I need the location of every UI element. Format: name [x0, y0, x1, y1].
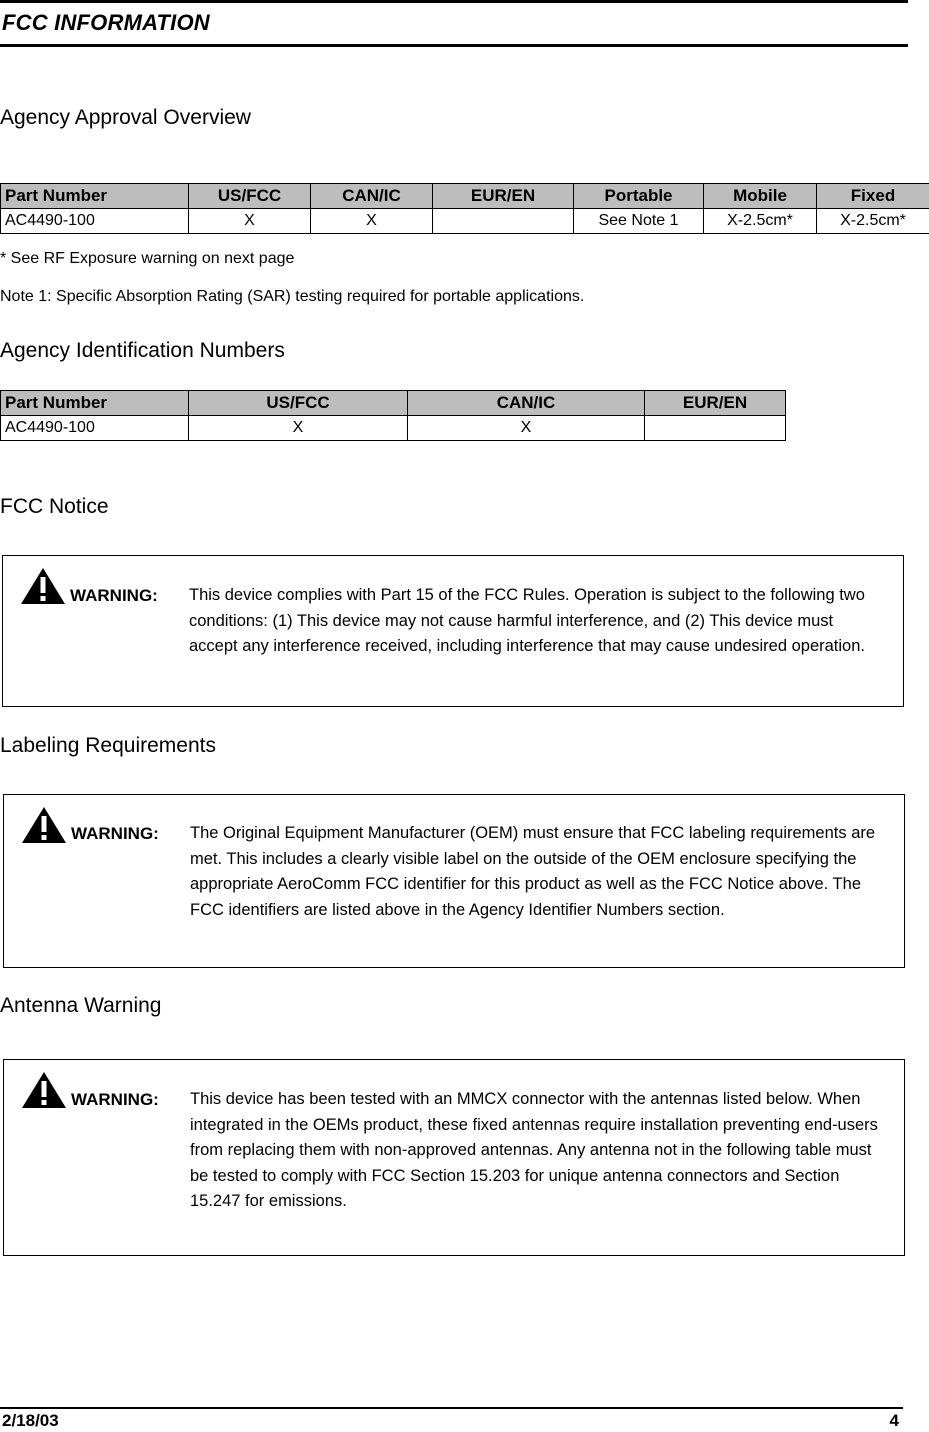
- table-row: [1, 209, 929, 234]
- identification-col-part-number: Part Number: [1, 391, 189, 416]
- identification-col-us-fcc: US/FCC: [189, 391, 408, 416]
- labeling-section-title: Labeling Requirements: [0, 734, 216, 757]
- labeling-warning-text: The Original Equipment Manufacturer (OEM) must ensure that FCC labeling requirements are met. This includes a clearly visible label on the outside of the OEM enclosure specifying the appropriate AeroComm FCC identifier for this product as well as the FCC Notice above. The FCC identifiers are listed above in the Agency Identifier Numbers section.: [190, 824, 876, 919]
- identification-header-row: [1, 391, 786, 416]
- approval-col-can-ic: CAN/IC: [311, 184, 433, 209]
- approval-col-us-fcc: US/FCC: [189, 184, 311, 209]
- fcc-notice-warning-box: [2, 555, 904, 707]
- identification-col-can-ic: CAN/IC: [408, 391, 645, 416]
- warning-triangle-icon: [19, 566, 67, 606]
- approval-col-part-number: Part Number: [1, 184, 189, 209]
- fcc-notice-warning-text: This device complies with Part 15 of the FCC Rules. Operation is subject to the following two conditions: (1) This device may not cause harmful interference, and (2) This device must accept any interference received, including interference that may cause undesired operation.: [189, 586, 865, 655]
- warning-label: WARNING:: [70, 586, 158, 605]
- approval-col-portable: Portable: [574, 184, 704, 209]
- labeling-warning-box: [3, 794, 905, 968]
- approval-table: [0, 183, 929, 234]
- approval-header-row: [1, 184, 929, 209]
- antenna-warning-text: This device has been tested with an MMCX connector with the antennas listed below. When integrated in the OEMs product, these fixed antennas require installation preventing end-users from replacing them with non-approved antennas. Any antenna not in the following table must be tested to comply with FCC Section 15.203 for unique antenna connectors and Section 15.247 for emissions.: [190, 1090, 878, 1210]
- approval-cell-part-number: AC4490-100: [1, 209, 189, 234]
- warning-label: WARNING:: [71, 1090, 159, 1109]
- warning-label: WARNING:: [71, 824, 159, 843]
- approval-cell-eur-en: [433, 209, 574, 234]
- antenna-warning-box: [3, 1059, 905, 1256]
- sar-note: Note 1: Specific Absorption Rating (SAR) testing required for portable applications.: [0, 288, 585, 305]
- approval-col-eur-en: EUR/EN: [433, 184, 574, 209]
- identification-cell-part-number: AC4490-100: [1, 416, 189, 441]
- table-row: [1, 416, 786, 441]
- approval-cell-us-fcc: X: [189, 209, 311, 234]
- approval-section-title: Agency Approval Overview: [0, 106, 251, 129]
- identification-section-title: Agency Identification Numbers: [0, 339, 285, 362]
- warning-triangle-icon: [20, 1070, 68, 1110]
- approval-col-fixed: Fixed: [817, 184, 929, 209]
- footer-date: 2/18/03: [2, 1411, 59, 1430]
- identification-col-eur-en: EUR/EN: [645, 391, 786, 416]
- footer-rule: [0, 1407, 903, 1409]
- identification-cell-can-ic: X: [408, 416, 645, 441]
- rf-exposure-footnote: * See RF Exposure warning on next page: [0, 250, 295, 267]
- page-number: 4: [889, 1411, 899, 1430]
- header-bottom-rule: [0, 44, 908, 47]
- header-top-rule: [0, 0, 908, 3]
- page-header-title: FCC INFORMATION: [2, 10, 210, 35]
- identification-cell-eur-en: [645, 416, 786, 441]
- approval-cell-mobile: X-2.5cm*: [704, 209, 817, 234]
- identification-table: [0, 390, 786, 441]
- identification-cell-us-fcc: X: [189, 416, 408, 441]
- approval-cell-portable: See Note 1: [574, 209, 704, 234]
- warning-triangle-icon: [20, 805, 68, 845]
- antenna-section-title: Antenna Warning: [0, 994, 162, 1017]
- approval-cell-fixed: X-2.5cm*: [817, 209, 929, 234]
- fcc-notice-section-title: FCC Notice: [0, 495, 109, 518]
- approval-cell-can-ic: X: [311, 209, 433, 234]
- approval-col-mobile: Mobile: [704, 184, 817, 209]
